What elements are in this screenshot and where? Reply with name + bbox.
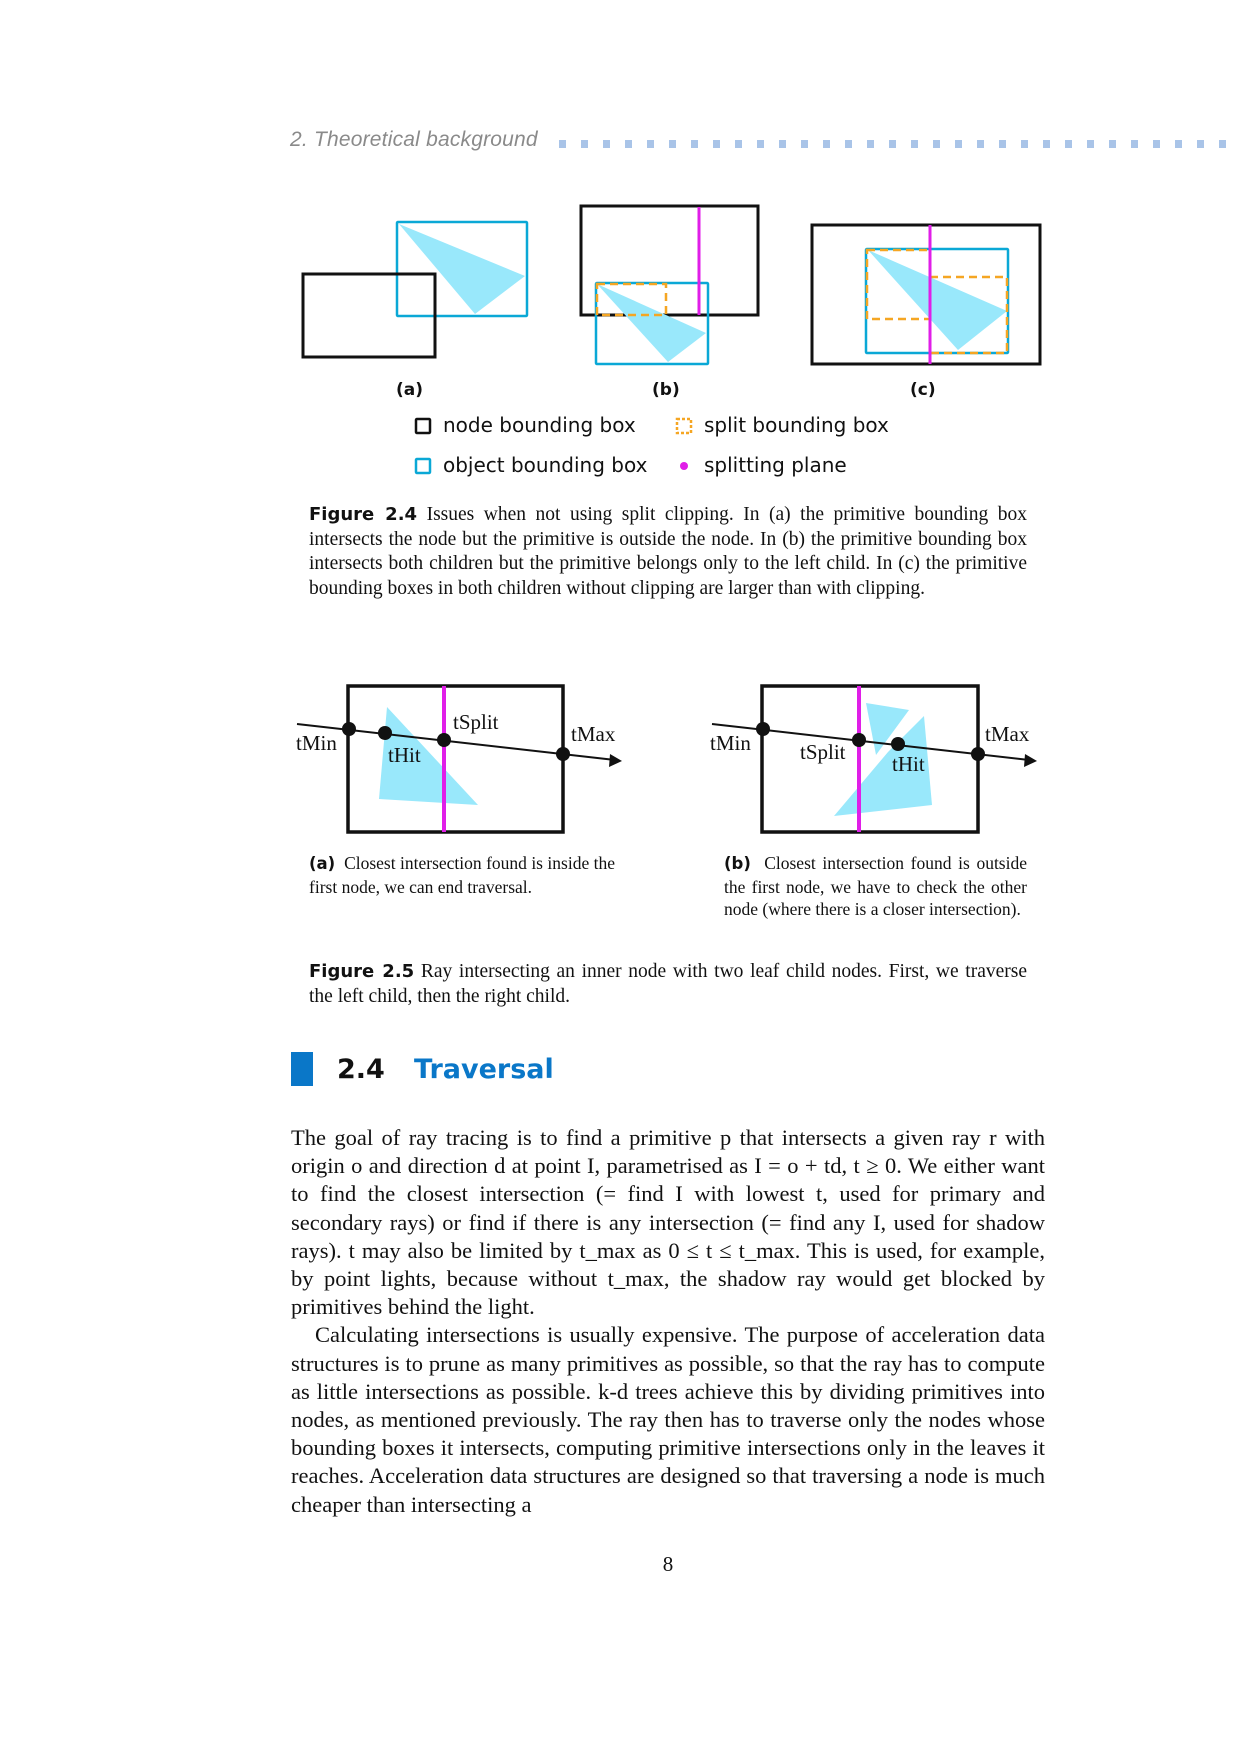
label-tsplit-a: tSplit [453, 710, 499, 734]
label-thit-b: tHit [892, 752, 925, 776]
legend-splitting-plane: splitting plane [704, 453, 847, 477]
figure-2-5a-diagram [297, 686, 622, 832]
figure-2-5-caption-text: Ray intersecting an inner node with two leaf child nodes. First, we traverse the left child, then the right child. [309, 961, 1028, 1007]
figure-2-4-caption-text: Issues when not using split clipping. In (a) the primitive bounding box intersects the node but the primitive is outside the node. In (b) the primitive bounding box intersects both children but the primitive belongs only to the left child. In (c) the primitive bounding boxes in both children without clipping are larger than with clipping. [309, 504, 1027, 599]
label-tmax-a: tMax [571, 722, 616, 746]
subfigure-a-diagram [303, 222, 527, 357]
label-tsplit-b: tSplit [800, 740, 846, 764]
subcaption-a-label: (a) [309, 854, 336, 873]
label-tmax-b: tMax [985, 722, 1030, 746]
paragraph-2: Calculating intersections is usually expensive. The purpose of acceleration data structures is to prune as many primitives as possible, so that the ray has to compute as little intersections as possible. k-d trees achieve this by dividing primitives into nodes, as mentioned previously. The ray then has to traverse only the nodes whose bounding boxes it intersects, computing primitive intersections only in the leaves it reaches. Acceleration data structures are designed so that traversing a node is much cheaper than intersecting a [291, 1322, 1045, 1517]
running-header-title: 2. Theoretical background [290, 128, 538, 151]
section-number: 2.4 [337, 1054, 385, 1085]
paragraph-1: The goal of ray tracing is to find a primitive p that intersects a given ray r with origin o and direction d at point I, parametrised as I = o + td, t ≥ 0. We either want to find the closest intersection (= find I with lowest t, used for primary and secondary rays) or find if there is any intersection (= find any I, used for shadow rays). t may also be limited by t_max as 0 ≤ t ≤ t_max. This is used, for example, by point lights, because without t_max, the shadow ray would get blocked by primitives behind the light. [291, 1125, 1045, 1320]
section-accent-bar [291, 1052, 313, 1086]
legend-split-box-icon [677, 419, 691, 433]
figure-2-5-caption-label: Figure 2.5 [309, 961, 415, 982]
subfigure-b-diagram [581, 206, 758, 364]
label-thit-a: tHit [388, 743, 421, 767]
figure-2-5a-subcaption [309, 852, 615, 898]
page-number: 8 [662, 1552, 674, 1576]
legend-object-box-icon [416, 459, 430, 473]
subfigure-b-label: (b) [652, 380, 680, 400]
subfigure-c-label: (c) [910, 380, 936, 400]
subcaption-b-label: (b) [724, 854, 751, 873]
body-text [291, 1124, 1045, 1519]
figure-2-4-caption-label: Figure 2.4 [309, 504, 418, 525]
label-tmin-a: tMin [296, 731, 337, 755]
subfigure-a-label: (a) [396, 380, 424, 400]
legend-object-bounding-box: object bounding box [443, 453, 648, 477]
legend-split-bounding-box: split bounding box [704, 413, 889, 437]
figure-2-5-caption [309, 960, 1027, 1009]
figure-2-5b-subcaption [724, 852, 1027, 921]
section-title: Traversal [414, 1054, 554, 1085]
legend-node-box-icon [416, 419, 430, 433]
subcaption-a-text: Closest intersection found is inside the first node, we can end traversal. [309, 853, 616, 897]
legend-node-bounding-box: node bounding box [443, 413, 636, 437]
figure-2-4-caption [309, 503, 1027, 601]
subcaption-b-text: Closest intersection found is outside the first node, we have to check the other node (where there is a closer intersection). [724, 853, 1028, 919]
subfigure-c-diagram [812, 225, 1040, 364]
label-tmin-b: tMin [710, 731, 751, 755]
legend-plane-dot-icon [680, 462, 688, 470]
figure-2-5b-diagram [712, 686, 1037, 832]
